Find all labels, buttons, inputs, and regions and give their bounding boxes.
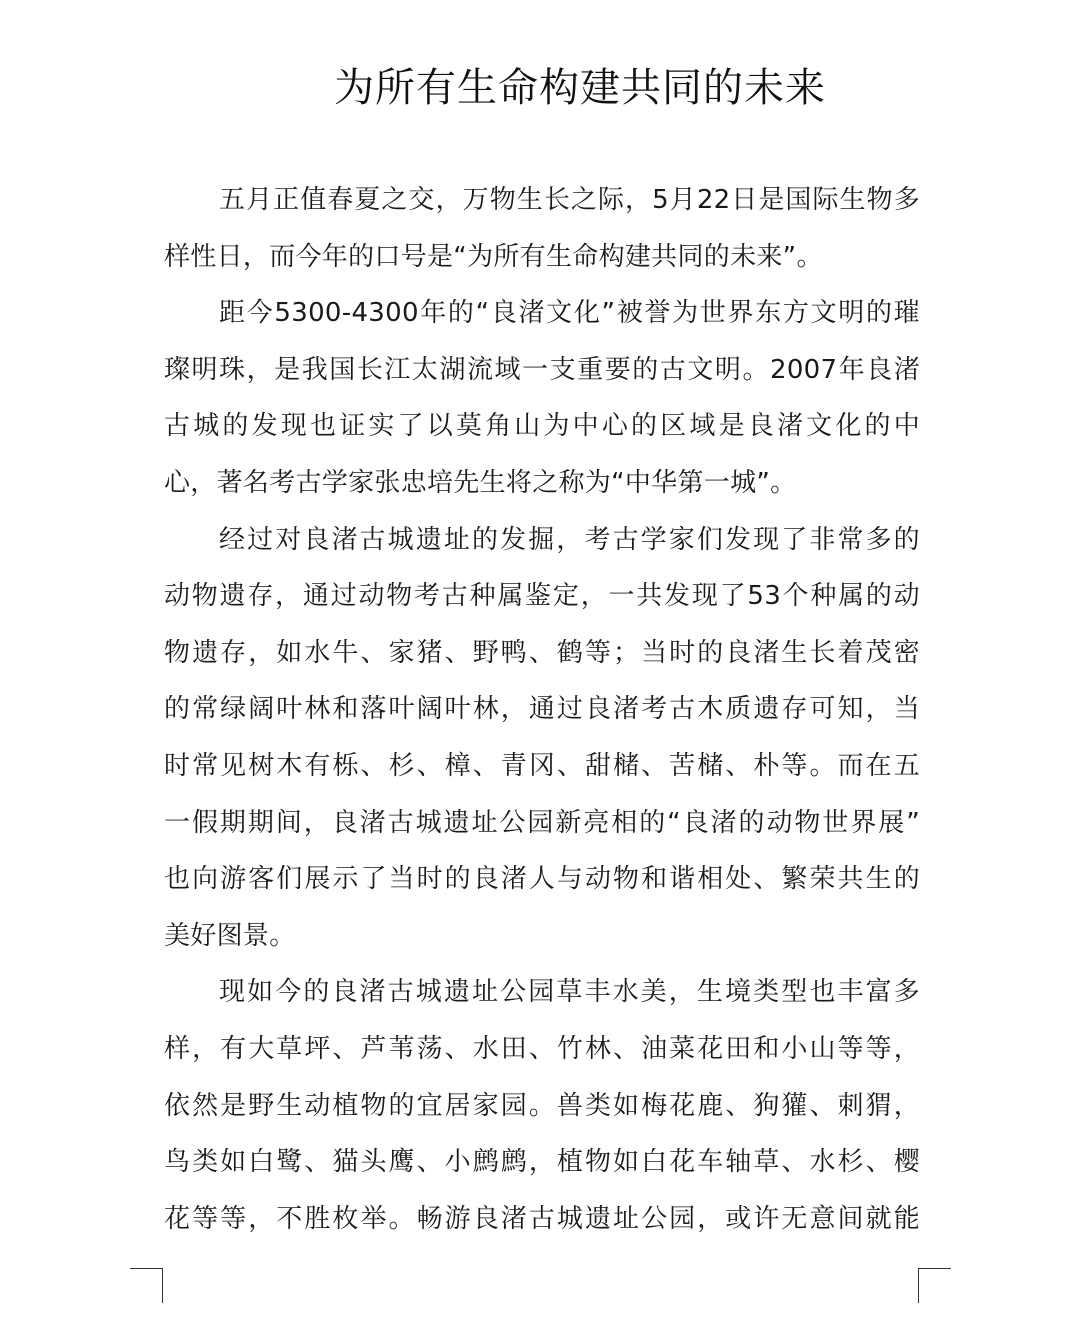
paragraph bbox=[164, 285, 920, 511]
text-line: 鸟类如白鹭、猫头鹰、小鹧鹧，植物如白花车轴草、水杉、樱 bbox=[164, 1147, 920, 1178]
text-line: 也向游客们展示了当时的良渚人与动物和谐相处、繁荣共生的 bbox=[164, 864, 920, 895]
text-line: 经过对良渚古城遗址的发掘，考古学家们发现了非常多的 bbox=[219, 524, 920, 555]
page-corner-mark-bottom-left bbox=[130, 1268, 163, 1303]
paragraph bbox=[164, 512, 920, 965]
document-body bbox=[164, 172, 920, 1247]
text-line: 心，著名考古学家张忠培先生将之称为“中华第一城”。 bbox=[164, 467, 797, 498]
text-line: 花等等，不胜枚举。畅游良渚古城遗址公园，或许无意间就能 bbox=[164, 1203, 920, 1234]
text-line: 一假期期间，良渚古城遗址公园新亮相的“良渚的动物世界展” bbox=[164, 807, 920, 838]
text-line: 美好图景。 bbox=[164, 920, 296, 951]
page-corner-mark-bottom-right bbox=[918, 1268, 951, 1303]
paragraph bbox=[164, 964, 920, 1247]
text-line: 距今5300-4300年的“良渚文化”被誉为世界东方文明的璀 bbox=[219, 298, 920, 329]
text-line: 的常绿阔叶林和落叶阔叶林，通过良渚考古木质遗存可知，当 bbox=[164, 694, 920, 725]
text-line: 璨明珠，是我国长江太湖流域一支重要的古文明。2007年良渚 bbox=[164, 354, 920, 385]
text-line: 动物遗存，通过动物考古种属鉴定，一共发现了53个种属的动 bbox=[164, 581, 920, 612]
text-line: 物遗存，如水牛、家猪、野鸭、鹤等；当时的良渚生长着茂密 bbox=[164, 637, 920, 668]
text-line: 样，有大草坪、芦苇荡、水田、竹林、油菜花田和小山等等， bbox=[164, 1033, 920, 1064]
document-title: 为所有生命构建共同的未来 bbox=[334, 65, 826, 111]
text-line: 依然是野生动植物的宜居家园。兽类如梅花鹿、狗獾、刺猬， bbox=[164, 1090, 920, 1121]
text-line: 现如今的良渚古城遗址公园草丰水美，生境类型也丰富多 bbox=[219, 977, 920, 1008]
text-line: 时常见树木有栎、杉、樟、青冈、甜槠、苦槠、朴等。而在五 bbox=[164, 750, 920, 781]
paragraph bbox=[164, 172, 920, 285]
text-line: 古城的发现也证实了以莫角山为中心的区域是良渚文化的中 bbox=[164, 411, 920, 442]
text-line: 五月正值春夏之交，万物生长之际，5月22日是国际生物多 bbox=[219, 185, 920, 215]
text-line: 样性日，而今年的口号是“为所有生命构建共同的未来”。 bbox=[164, 241, 823, 272]
